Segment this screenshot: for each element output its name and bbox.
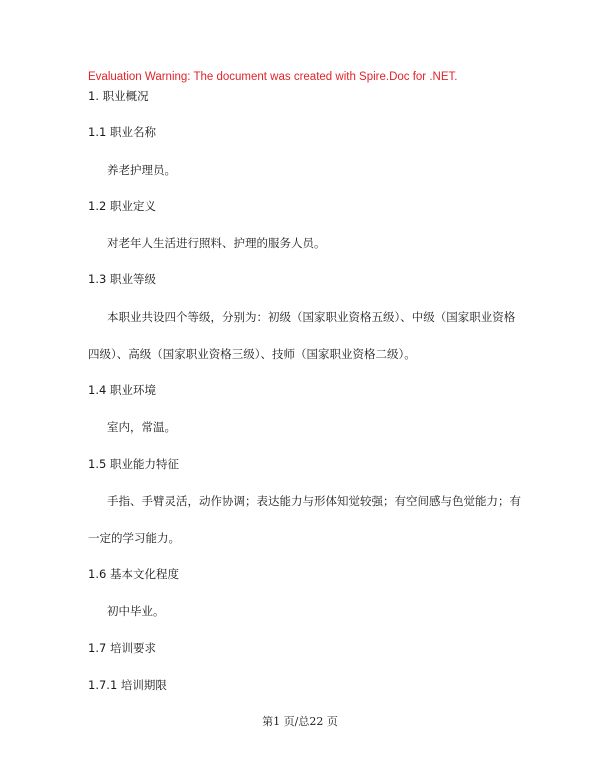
- section-1-7-heading: 1.7 培训要求: [88, 641, 156, 655]
- section-1-5-body-line1: 手指、手臂灵活，动作协调；表达能力与形体知觉较强；有空间感与色觉能力；有: [107, 494, 521, 508]
- section-1-4-body: 室内，常温。: [107, 420, 176, 434]
- page-footer: 第1 页/总22 页: [262, 715, 338, 728]
- section-1-1-heading: 1.1 职业名称: [88, 125, 156, 139]
- section-1-4-heading: 1.4 职业环境: [88, 383, 156, 397]
- section-1-3-heading: 1.3 职业等级: [88, 272, 156, 286]
- section-1-1-body: 养老护理员。: [107, 163, 176, 177]
- section-1-3-body-line1: 本职业共设四个等级，分别为：初级（国家职业资格五级）、中级（国家职业资格: [107, 310, 516, 324]
- evaluation-warning: Evaluation Warning: The document was created with Spire.Doc for .NET.: [88, 71, 458, 83]
- section-1-heading: 1. 职业概况: [88, 89, 149, 103]
- section-1-2-heading: 1.2 职业定义: [88, 199, 156, 213]
- section-1-6-heading: 1.6 基本文化程度: [88, 567, 179, 581]
- section-1-7-1-heading: 1.7.1 培训期限: [88, 678, 167, 692]
- section-1-5-heading: 1.5 职业能力特征: [88, 457, 179, 471]
- section-1-3-body-line2: 四级）、高级（国家职业资格三级）、技师（国家职业资格二级）。: [88, 347, 416, 361]
- section-1-6-body: 初中毕业。: [107, 604, 165, 618]
- section-1-2-body: 对老年人生活进行照料、护理的服务人员。: [107, 236, 326, 250]
- section-1-5-body-line2: 一定的学习能力。: [88, 531, 180, 545]
